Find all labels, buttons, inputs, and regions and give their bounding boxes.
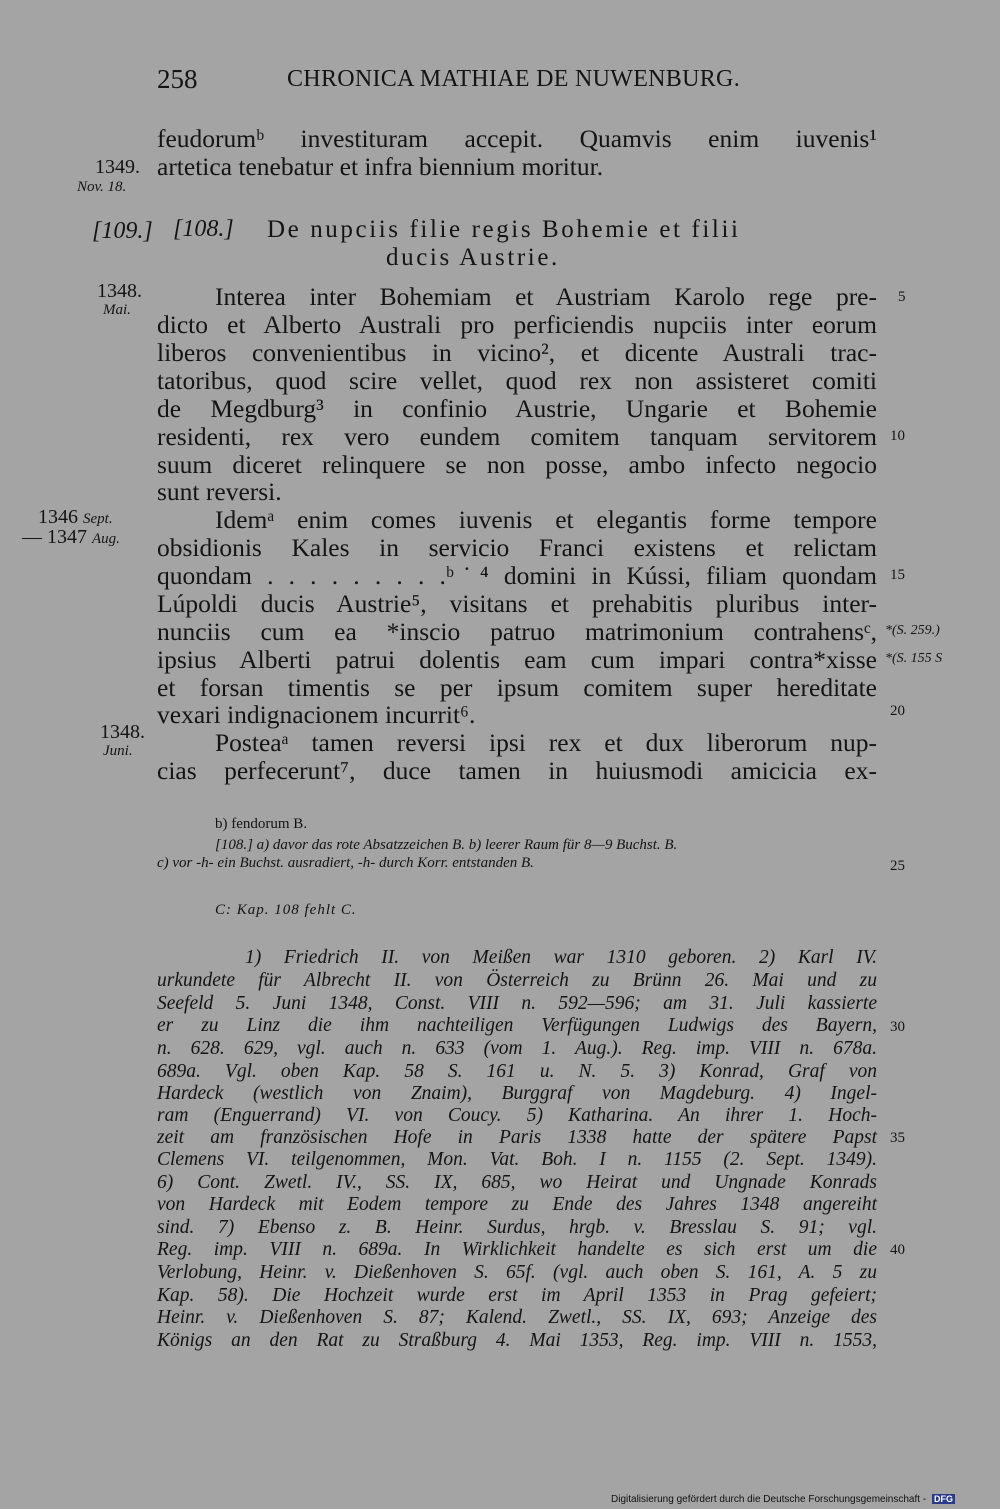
margin-date: 1348. [97,280,142,302]
margin-date-sub: Aug. [92,531,120,547]
margin-date: 1349. [95,156,140,178]
text-line: sunt reversi. [157,477,282,506]
chapter-number: [108.] [173,216,234,242]
text-line: dicto et Alberto Australi pro perficiendis nupciis inter eorum [157,310,877,339]
running-head: CHRONICA MATHIAE DE NUWENBURG. [287,66,740,92]
footnote-line: Verlobung, Heinr. v. Dießenhoven S. 65f. (vgl. auch oben S. 161, A. 5 zu [157,1262,877,1283]
text-line: obsidionis Kales in servicio Franci existens et relictam [157,533,877,562]
line-number: 35 [890,1130,905,1146]
text-line: et forsan timentis se per ipsum comitem super hereditate [157,673,877,702]
footnote-line: Clemens VI. teilgenommen, Mon. Vat. Boh. I n. 1155 (2. Sept. 1349). [157,1149,877,1170]
apparatus-note: C: Kap. 108 fehlt C. [215,902,357,918]
chapter-title-cont: ducis Austrie. [386,244,560,271]
text-line: cias perfecerunt⁷, duce tamen in huiusmodi amicicia ex- [157,756,877,785]
footnote-line: sind. 7) Ebenso z. B. Heinr. Surdus, hrgb. v. Bresslau S. 91; vgl. [157,1217,877,1238]
text-line: liberos convenientibus in vicino², et dicente Australi trac- [157,338,877,367]
margin-date-year: 1346 [38,506,78,528]
footnote-line: urkundete für Albrecht II. von Österreich zu Brünn 26. Mai und zu [157,970,877,991]
apparatus-note: [108.] a) davor das rote Absatzzeichen B. b) leerer Raum für 8—9 Buchst. B. [215,837,678,853]
text-line: suum diceret relinquere se non posse, ambo infecto negocio [157,450,877,479]
footnote-line: von Hardeck mit Eodem tempore zu Ende des Jahres 1348 angereiht [157,1194,877,1215]
page-number: 258 [157,64,198,94]
line-number: 25 [890,858,905,874]
line-number: 40 [890,1242,905,1258]
footnote-line: Königs an den Rat zu Straßburg 4. Mai 1353, Reg. imp. VIII n. 1553, [157,1330,877,1351]
margin-date-year: — 1347 [22,526,87,548]
margin-date-sub: Sept. [83,511,113,527]
footnote-line: er zu Linz die ihm nachteiligen Verfügungen Ludwigs des Bayern, [157,1015,877,1036]
line-number: 15 [890,567,905,583]
text-line: tatoribus, quod scire vellet, quod rex non assisteret comiti [157,366,877,395]
text-line: Posteaᵃ tamen reversi ipsi rex et dux liberorum nup- [215,728,877,757]
chapter-number-old: [109.] [92,218,153,244]
footer-text: Digitalisierung gefördert durch die Deutsche Forschungsgemeinschaft - [611,1494,927,1505]
margin-date [22,527,120,549]
text-line: de Megdburg³ in confinio Austrie, Ungarie et Bohemie [157,394,877,423]
line-number: 5 [898,289,906,305]
chapter-title: De nupciis filie regis Bohemie et filii [267,216,741,243]
margin-date-sub: Juni. [103,743,133,759]
page-reference: *(S. 155 S [885,651,943,666]
apparatus-note: b) fendorum B. [215,816,308,832]
footnote-line: 689a. Vgl. oben Kap. 58 S. 161 u. N. 5. 3) Konrad, Graf von [157,1061,877,1082]
footnote-line: Hardeck (westlich von Znaim), Burggraf von Magdeburg. 4) Ingel- [157,1083,877,1104]
footnote-line: ram (Enguerrand) VI. von Coucy. 5) Katharina. An ihrer 1. Hoch- [157,1105,877,1126]
text-line: Lúpoldi ducis Austrie⁵, visitans et prehabitis pluribus inter- [157,589,877,618]
footnote-line: n. 628. 629, vgl. auch n. 633 (vom 1. Aug.). Reg. imp. VIII n. 678a. [157,1038,877,1059]
text-line: feudorumᵇ investituram accepit. Quamvis enim iuvenis¹ [157,124,877,153]
text-line: ipsius Alberti patrui dolentis eam cum impari contra*xisse [157,645,877,674]
text-line: vexari indignacionem incurrit⁶. [157,700,476,729]
text-line: artetica tenebatur et infra biennium moritur. [157,152,604,181]
digitization-footer [611,1494,955,1505]
footnote-line: 1) Friedrich II. von Meißen war 1310 geboren. 2) Karl IV. [245,947,877,968]
footnote-line: Heinr. v. Dießenhoven S. 87; Kalend. Zwetl., SS. IX, 693; Anzeige des [157,1307,877,1328]
line-number: 20 [890,703,905,719]
footnote-line: zeit am französischen Hofe in Paris 1338 hatte der spätere Papst [157,1127,877,1148]
apparatus-note: c) vor -h- ein Buchst. ausradiert, -h- durch Korr. entstanden B. [157,855,534,871]
footnote-line: Seefeld 5. Juni 1348, Const. VIII n. 592—596; am 31. Juli kassierte [157,993,877,1014]
text-line: Interea inter Bohemiam et Austriam Karolo rege pre- [215,282,877,311]
text-line: quondam . . . . . . . . .ᵇ˙⁴ domini in Kússi, filiam quondam [157,561,877,590]
margin-date-sub: Mai. [103,302,131,318]
line-number: 30 [890,1019,905,1035]
margin-date: 1348. [100,721,145,743]
text-line: Idemᵃ enim comes iuvenis et elegantis forme tempore [215,505,877,534]
dfg-logo: DFG [933,1494,953,1504]
footnote-line: 6) Cont. Zwetl. IV., SS. IX, 685, wo Heirat und Ungnade Konrads [157,1172,877,1193]
footnote-line: Reg. imp. VIII n. 689a. In Wirklichkeit handelte es sich erst um die [157,1239,877,1260]
footnote-line: Kap. 58). Die Hochzeit wurde erst im April 1353 in Prag gefeiert; [157,1285,877,1306]
page-reference: *(S. 259.) [885,623,940,638]
margin-date-sub: Nov. 18. [77,179,127,195]
line-number: 10 [890,428,905,444]
text-line: nunciis cum ea *inscio patruo matrimonium contrahensᶜ, [157,617,877,646]
text-line: residenti, rex vero eundem comitem tanquam servitorem [157,422,877,451]
